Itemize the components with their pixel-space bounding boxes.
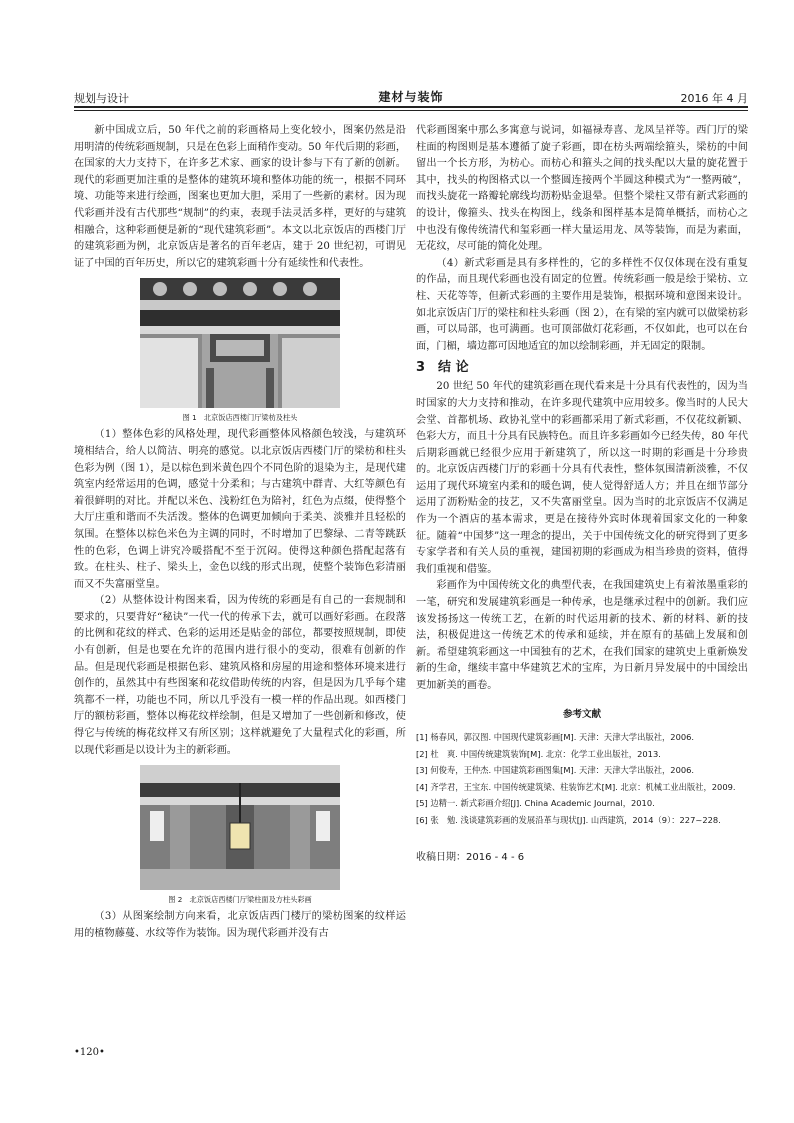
- figure-2-caption: 图 2 北京饭店西楼门厅梁柱面及方柱头彩画: [168, 895, 312, 905]
- reference-item: [1] 杨春风，郭汉图. 中国现代建筑彩画[M]. 天津：天津大学出版社，2006.: [416, 732, 695, 743]
- header-rule-thick: [74, 106, 748, 108]
- figure-2-photo: [140, 765, 340, 890]
- figure-2: [74, 765, 406, 905]
- figure-1: [74, 278, 406, 423]
- body-paragraph: 彩画作为中国传统文化的典型代表，在我国建筑史上有着浓墨重彩的一笔，研究和发展建筑彩画是一种传承，也是继承过程中的创新。我们应该发扬扬这一传统工艺，在新的时代运用新的技术、新的材料、新的技法，积极促进这一传统艺术的传承和延续，并在原有的基础上发展和创新。希望建筑彩画这一中国独有的艺术，在我们国家的建筑史上重新焕发新的生命，继续丰富中华建筑艺术的宝库，为日新月异发展中的中国绘出更加新美的画卷。: [416, 580, 748, 691]
- reference-item: [4] 齐学君，王宝东. 中国传统建筑梁、柱装饰艺术[M]. 北京：机械工业出版社，2009.: [416, 781, 736, 792]
- journal-title: 建材与装饰: [378, 90, 444, 104]
- reference-item: [6] 张 勉. 浅谈建筑彩画的发展沿革与现状[J]. 山西建筑，2014（9）：227~228.: [416, 814, 721, 825]
- figure-1-caption: 图 1 北京饭店西楼门厅梁枋及柱头: [182, 413, 298, 423]
- issue-date: 2016 年 4 月: [680, 92, 748, 105]
- right-column: [416, 123, 748, 867]
- reference-item: [3] 何俊寿，王仲杰. 中国建筑彩画图集[M]. 天津：天津大学出版社，2006.: [416, 765, 695, 776]
- body-paragraph: 代彩画图案中那么多寓意与说词，如福禄寿喜、龙凤呈祥等。西门厅的梁柱面的构图则是基本遵循了旋子彩画，即在枋头两端绘箍头，梁枋的中间留出一个长方形，为枋心。而枋心和箍头之间的找头配以大量的旋花置于其中，找头的构图格式以一个整圆连接两个半圆这种模式为“一整两破”，而找头旋花一路瓣轮廓线均沥粉贴金退晕。但整个梁柱又带有新式彩画的的设计，像箍头、找头在构图上，线条和图样基本是简单概括，而枋心之中也没有像传统清代和玺彩画一样大量运用龙、凤等装饰，而是为素面，无花纹，尽可能的简化处理。: [416, 125, 748, 253]
- left-column: [74, 123, 406, 942]
- body-paragraph: （1）整体色彩的风格处理，现代彩画整体风格颜色较浅，与建筑环境相结合，给人以简洁、明亮的感觉。以北京饭店西楼门厅的梁枋和柱头色彩为例（图 1），是以棕色到米黄色四个不同色阶的退染为主，是现代建筑室内经常运用的色调，感觉十分柔和；与古建筑中群青、大红等颜色有着很鲜明的对比。并配以米色、浅粉红色为陪衬，红色为点缀，使得整个大厅庄重和谐而不失活泼。整体的色调更加倾向于柔美、淡雅并且轻松的氛围。在整体以棕色米色为主调的同时，不时增加了巴黎绿、二青等跳跃性的色彩，色调上讲究冷暖搭配不至于沉闷。使得这种颜色搭配起落有致。在柱头、柱子、梁头上，金色以线的形式出现，使整个装饰色彩清丽而又不失富丽堂皇。: [74, 429, 406, 590]
- page-number: •120•: [74, 1047, 105, 1058]
- section-heading: 3 结 论: [416, 360, 469, 376]
- figure-1-photo: [140, 278, 340, 408]
- body-paragraph: （2）从整体设计构图来看，因为传统的彩画是有自己的一套规制和要求的，只要背好“秘诀”一代一代的传承下去，就可以画好彩画。在段落的比例和花纹的样式、色彩的运用还是贴金的部位，都要按照规制，即使小有创新，但是也要在允许的范围内进行很小的变动，很难有创新的作品。但是现代彩画是根据色彩、建筑风格和房屋的用途和整体环境来进行创作的，虽然其中有些图案和花纹借助传统的内容，但是因为几乎每个建筑都不一样，功能也不同，所以几乎没有一模一样的作品出现。如西楼门厅的额枋彩画，整体以梅花纹样绘制，但是又增加了一些创新和修改，使得它与传统的梅花纹样又有所区别；这样就避免了大量程式化的彩画，所以现代彩画是以设计为主的新彩画。: [74, 595, 406, 756]
- received-date: 收稿日期：2016 - 4 - 6: [416, 852, 525, 864]
- body-paragraph: 20 世纪 50 年代的建筑彩画在现代看来是十分具有代表性的，因为当时国家的大力支持和推动，在许多现代建筑中应用较多。像当时的人民大会堂、首都机场、政协礼堂中的彩画都采用了新式彩画，不仅花纹新颖、色彩大方，而且十分具有民族特色。而且许多彩画如今已经失传，80 年代后期彩画就已经很少应用于新建筑了，所以这一时期的彩画是十分珍贵的。北京饭店西楼门厅的彩画十分具有代表性，整体氛围清新淡雅，不仅运用了现代环境室内柔和的暖色调，使人觉得舒适人方；并且在细节部分运用了沥粉贴金的技艺，又不失富丽堂皇。因为当时的北京饭店不仅满足作为一个酒店的基本需求，更是在接待外宾时体现着国家文化的一种象征。随着“中国梦”这一理念的提出，关于中国传统文化的研究得到了更多专家学者和有关人员的重视，建国初期的彩画成为相当珍贵的资料，值得我们重视和借鉴。: [416, 381, 749, 575]
- body-paragraph: （4）新式彩画是具有多样性的，它的多样性不仅仅体现在没有重复的作品，而且现代彩画也没有固定的位置。传统彩画一般是绘于梁枋、立柱、天花等等，但新式彩画的主要作用是装饰，根据环境和意图来设计。如北京饭店门厅的梁柱和柱头彩画（图 2），在有梁的室内就可以做梁枋彩画，可以局部，也可满画。也可顶部做灯花彩画，不仅如此，也可以在台面，门楣，墙边都可因地适宜的加以绘制彩画，并无固定的限制。: [416, 257, 748, 352]
- references-heading: 参考文献: [562, 708, 601, 720]
- body-paragraph: （3）从图案绘制方向来看，北京饭店西门楼厅的梁枋图案的纹样运用的植物藤蔓、水纹等作为装饰。因为现代彩画并没有古: [74, 911, 406, 939]
- reference-item: [5] 边精一. 新式彩画介绍[J]. China Academic Journal，2010.: [416, 798, 655, 809]
- header-rule-thin: [74, 110, 748, 111]
- body-paragraph: 新中国成立后，50 年代之前的彩画格局上变化较小，图案仍然是沿用明清的传统彩画规制，只是在色彩上面稍作变动。50 年代后期的彩画，在国家的大力支持下，在许多艺术家、画家的设计参与下有了新的创新。现代的彩画更加注重的是整体的建筑环境和整体功能的统一，根据不同环境、功能等来进行绘画，图案也更加大胆，采用了一些新的素材。因为现代彩画并没有古代那些“规制”的约束，表现手法灵活多样，更好的与建筑相融合，这种彩画便是新的“现代建筑彩画”。本文以北京饭店的西楼门厅的建筑彩画为例，北京饭店是著名的百年老店，建于 20 世纪初，可谓见证了中国的百年历史，所以它的建筑彩画十分有延续性和代表性。: [74, 125, 407, 269]
- header-section: 规划与设计: [74, 92, 129, 105]
- reference-item: [2] 杜 爽. 中国传统建筑装饰[M]. 北京：化学工业出版社，2013.: [416, 748, 661, 759]
- running-header: [74, 86, 748, 106]
